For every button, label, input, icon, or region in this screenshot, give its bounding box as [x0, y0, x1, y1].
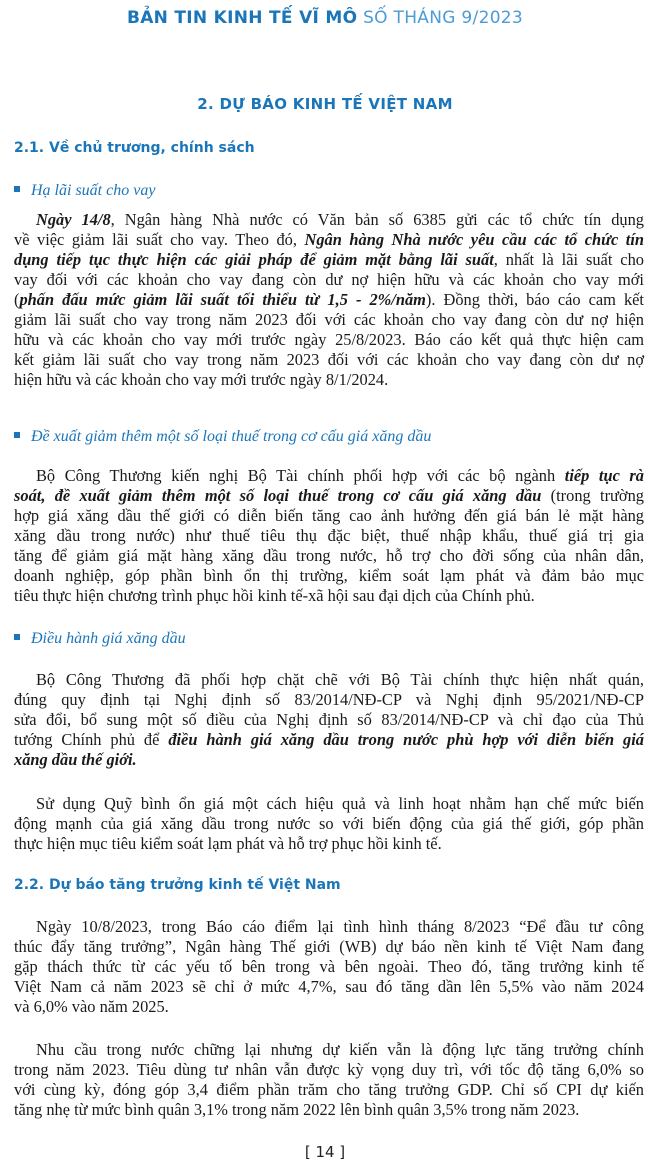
body-text: vay đối với các khoản cho vay đang còn dư nợ hiện hữu và các khoản cho vay mới: [14, 270, 644, 289]
body-text: Sử dụng Quỹ bình ổn giá một cách hiệu quả và linh hoạt nhằm hạn chế mức biến: [36, 794, 644, 813]
paragraph-line: [14, 814, 644, 834]
paragraph-line: [14, 290, 644, 310]
bullet-square-icon: [14, 186, 20, 192]
bullet-square-icon: [14, 432, 20, 438]
paragraph-line: [14, 750, 644, 770]
paragraph-line: [14, 794, 644, 814]
body-text: trong năm 2023. Tiêu dùng tư nhân vẫn được kỳ vọng duy trì, với tốc độ tăng 6,0% so: [14, 1060, 644, 1079]
paragraph-line: [14, 730, 644, 750]
subsection-title-policy: 2.1. Về chủ trương, chính sách: [14, 140, 255, 156]
newsletter-header: [0, 8, 650, 28]
body-text: tướng Chính phủ để: [14, 730, 169, 749]
body-text: thực hiện mục tiêu kiểm soát lạm phát và hỗ trợ phục hồi kinh tế.: [14, 834, 442, 853]
paragraph-line: [14, 957, 644, 977]
paragraph-line: [14, 310, 644, 330]
paragraph-interest-rate: [14, 210, 644, 390]
bullet-heading-text: Điều hành giá xăng dầu: [31, 630, 186, 647]
paragraph-line: [14, 690, 644, 710]
emphasis-text: điều hành giá xăng dầu trong nước phù hợp với diễn biến giá: [168, 730, 645, 749]
body-text: , Ngân hàng Nhà nước có Văn bản số 6385 gửi các tổ chức tín dụng: [110, 210, 644, 229]
body-text: gặp thách thức từ các yếu tố bên trong và bên ngoài. Theo đó, tăng trưởng kinh tế: [14, 957, 644, 976]
paragraph-line: [14, 834, 644, 854]
emphasis-text: xăng dầu thế giới.: [14, 750, 137, 769]
bullet-square-icon: [14, 634, 20, 640]
body-text: sửa đổi, bổ sung một số điều của Nghị định số 83/2014/NĐ-CP và chỉ đạo của Thủ: [14, 710, 644, 729]
body-text: ). Đồng thời, báo cáo cam kết: [425, 290, 644, 309]
paragraph-fuel-price-management: [14, 670, 644, 770]
body-text: Bộ Công Thương kiến nghị Bộ Tài chính phối hợp với các bộ ngành: [36, 466, 565, 485]
paragraph-fuel-tax: [14, 466, 644, 606]
body-text: Việt Nam cả năm 2023 sẽ chỉ ở mức 4,7%, sau đó tăng dần lên 5,5% vào năm 2024: [14, 977, 644, 996]
body-text: kết giảm lãi suất cho vay trong năm 2023 đối với các khoản cho vay đang còn dư nợ: [14, 350, 644, 369]
bullet-heading-fuel-tax: [14, 428, 431, 446]
paragraph-line: [14, 546, 644, 566]
body-text: Nhu cầu trong nước chững lại nhưng dự kiến vẫn là động lực tăng trưởng chính: [36, 1040, 644, 1059]
paragraph-line: [14, 710, 644, 730]
paragraph-line: [14, 330, 644, 350]
bullet-heading-interest-rate: [14, 182, 155, 200]
paragraph-line: [14, 350, 644, 370]
paragraph-line: [14, 506, 644, 526]
emphasis-text: dụng tiếp tục thực hiện các giải pháp để giảm mặt bằng lãi suất: [14, 250, 494, 269]
paragraph-line: [14, 917, 644, 937]
paragraph-line: [14, 1080, 644, 1100]
body-text: tăng để giảm giá mặt hàng xăng dầu trong nước, hỗ trợ cho đời sống của nhân dân,: [14, 546, 644, 565]
body-text: tăng nhẹ từ mức bình quân 3,1% trong năm 2022 lên bình quân 3,5% trong năm 2023.: [14, 1100, 580, 1119]
paragraph-domestic-demand: [14, 1040, 644, 1120]
paragraph-line: [14, 466, 644, 486]
body-text: và 6,0% vào năm 2025.: [14, 997, 169, 1016]
paragraph-line: [14, 997, 644, 1017]
bullet-heading-text: Đề xuất giảm thêm một số loại thuế trong cơ cấu giá xăng dầu: [31, 428, 432, 445]
bullet-heading-fuel-price: [14, 630, 186, 648]
body-text: xăng dầu trong nước) như thuế tiêu thụ đặc biệt, thuế nhập khẩu, thuế giá trị gia: [14, 526, 644, 545]
body-text: Ngày 10/8/2023, trong Báo cáo điểm lại tình hình tháng 8/2023 “Để đầu tư công: [36, 917, 644, 936]
body-text: , nhất là lãi suất cho: [493, 250, 644, 269]
emphasis-text: soát, đề xuất giảm thêm một số loại thuế trong cơ cấu giá xăng dầu: [14, 486, 542, 505]
paragraph-line: [14, 670, 644, 690]
paragraph-line: [14, 937, 644, 957]
paragraph-line: [14, 977, 644, 997]
body-text: tiêu thực hiện chương trình phục hồi kinh tế-xã hội sau đại dịch của Chính phủ.: [14, 586, 535, 605]
body-text: về việc giảm lãi suất cho vay. Theo đó,: [14, 230, 305, 249]
paragraph-line: [14, 230, 644, 250]
body-text: hữu và các khoản cho vay mới trước ngày 25/8/2023. Báo cáo kết quả thực hiện cam: [14, 330, 644, 349]
paragraph-line: [14, 526, 644, 546]
emphasis-text: Ngày 14/8: [36, 210, 111, 229]
body-text: (trong trường: [541, 486, 644, 505]
paragraph-stabilization-fund: [14, 794, 644, 854]
paragraph-line: [14, 210, 644, 230]
body-text: doanh nghiệp, góp phần bình ổn thị trường, kiểm soát lạm phát và đảm bảo mục: [14, 566, 644, 585]
body-text: đúng quy định tại Nghị định số 83/2014/NĐ-CP và Nghị định 95/2021/NĐ-CP: [14, 690, 644, 709]
paragraph-wb-forecast: [14, 917, 644, 1017]
body-text: (: [14, 290, 20, 309]
section-title: 2. DỰ BÁO KINH TẾ VIỆT NAM: [197, 95, 453, 113]
subsection-title-growth: 2.2. Dự báo tăng trưởng kinh tế Việt Nam: [14, 877, 341, 893]
body-text: Bộ Công Thương đã phối hợp chặt chẽ với Bộ Tài chính thực hiện nhất quán,: [36, 670, 644, 689]
emphasis-text: phấn đấu mức giảm lãi suất tối thiểu từ 1,5 - 2%/năm: [19, 290, 426, 309]
paragraph-line: [14, 1100, 644, 1120]
issue-label: SỐ THÁNG 9/2023: [363, 8, 524, 28]
body-text: thúc đẩy tăng trưởng”, Ngân hàng Thế giới (WB) dự báo nền kinh tế Việt Nam đang: [14, 937, 644, 956]
paragraph-line: [14, 1060, 644, 1080]
emphasis-text: Ngân hàng Nhà nước yêu cầu các tổ chức tín: [304, 230, 644, 249]
body-text: hiện hữu và các khoản cho vay mới trước ngày 8/1/2024.: [14, 370, 389, 389]
newsletter-title: BẢN TIN KINH TẾ VĨ MÔ: [126, 8, 358, 28]
paragraph-line: [14, 250, 644, 270]
body-text: động mạnh của giá xăng dầu trong nước so với biến động của giá thế giới, góp phần: [14, 814, 644, 833]
body-text: với cùng kỳ, đóng góp 3,4 điểm phần trăm cho tăng trưởng GDP. Chỉ số CPI dự kiến: [14, 1080, 644, 1099]
body-text: giảm lãi suất cho vay trong năm 2023 đối với các khoản cho vay đang còn dư nợ hiện: [14, 310, 644, 329]
paragraph-line: [14, 586, 644, 606]
paragraph-line: [14, 1040, 644, 1060]
emphasis-text: tiếp tục rà: [564, 466, 644, 485]
bullet-heading-text: Hạ lãi suất cho vay: [31, 182, 156, 199]
page-number: [ 14 ]: [304, 1143, 346, 1161]
paragraph-line: [14, 486, 644, 506]
paragraph-line: [14, 566, 644, 586]
paragraph-line: [14, 270, 644, 290]
body-text: hợp giá xăng dầu thế giới có diễn biến tăng cao ảnh hưởng đến giá bán lẻ mặt hàng: [14, 506, 644, 525]
paragraph-line: [14, 370, 644, 390]
